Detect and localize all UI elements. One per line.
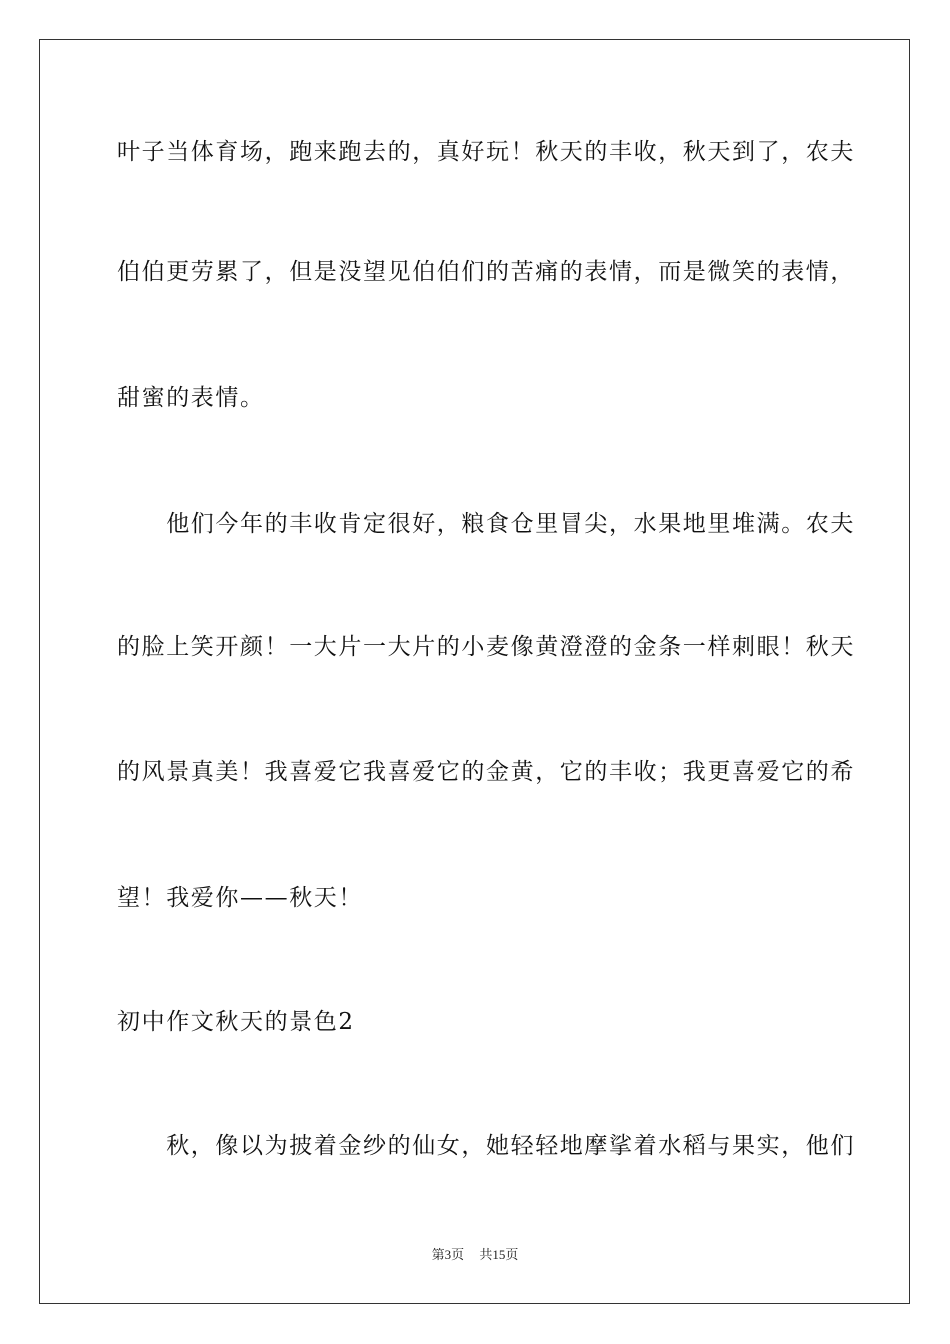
text-line-7: 望！我爱你——秋天！ (117, 885, 363, 911)
text-line-3: 甜蜜的表情。 (117, 385, 265, 411)
text-line-9: 秋，像以为披着金纱的仙女，她轻轻地摩挲着水稻与果实，他们 (117, 1133, 855, 1159)
page-border (39, 39, 910, 1304)
page-total: 共15页 (479, 1247, 519, 1262)
page-footer (0, 1246, 950, 1264)
text-line-2: 伯伯更劳累了，但是没望见伯伯们的苦痛的表情，而是微笑的表情， (117, 259, 855, 285)
text-line-4: 他们今年的丰收肯定很好，粮食仓里冒尖，水果地里堆满。农夫 (117, 511, 855, 537)
section-heading: 初中作文秋天的景色2 (117, 1009, 355, 1035)
text-line-1: 叶子当体育场，跑来跑去的，真好玩！秋天的丰收，秋天到了，农夫 (117, 139, 855, 165)
text-line-5: 的脸上笑开颜！一大片一大片的小麦像黄澄澄的金条一样刺眼！秋天 (117, 634, 855, 660)
page-number: 第3页 (431, 1247, 465, 1262)
text-line-6: 的风景真美！我喜爱它我喜爱它的金黄，它的丰收；我更喜爱它的希 (117, 759, 855, 785)
